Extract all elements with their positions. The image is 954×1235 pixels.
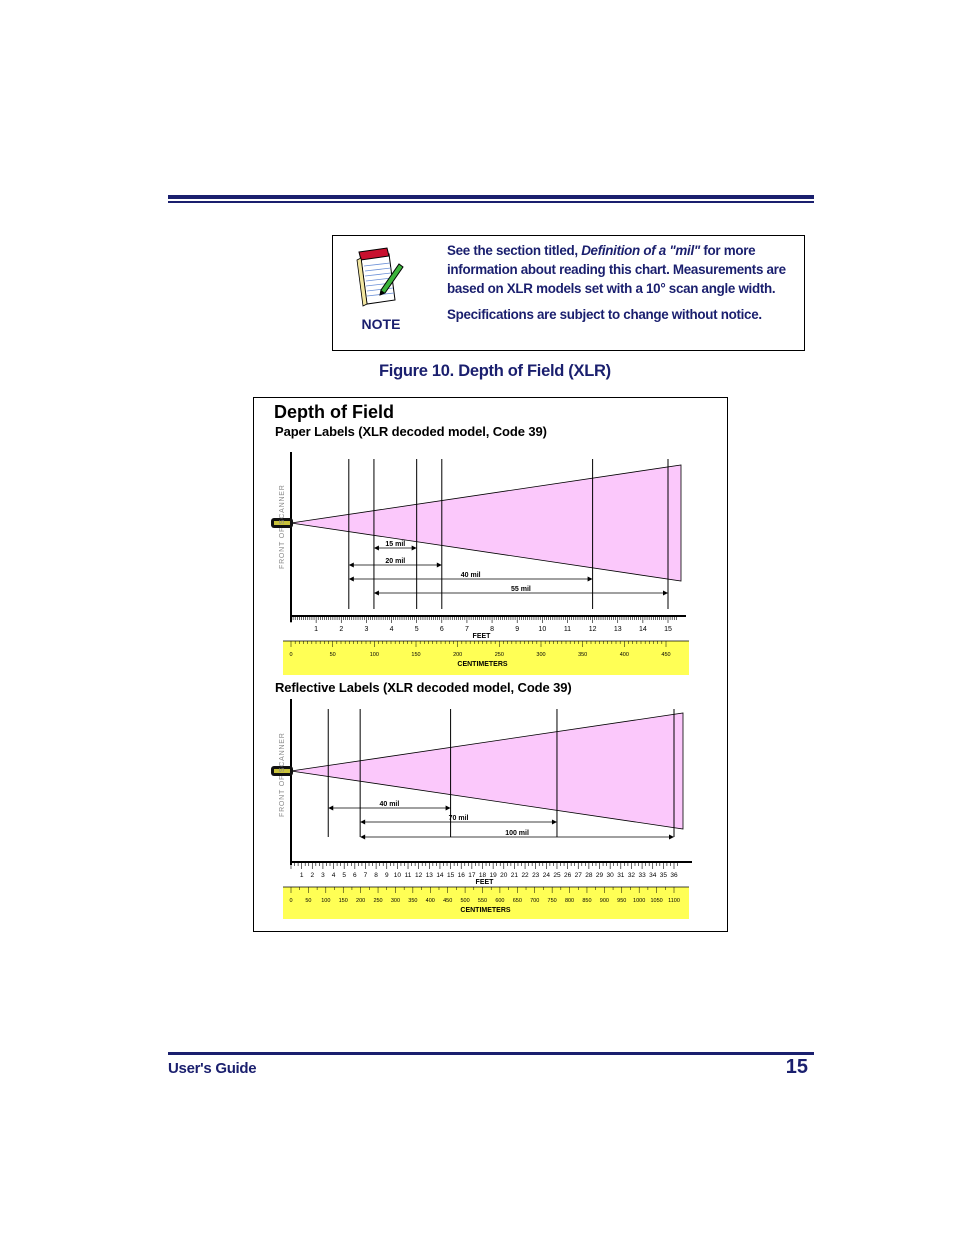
reflective-feet-tick-label: 10 <box>393 872 402 879</box>
reflective-cm-tick-label: 150 <box>338 898 348 904</box>
reflective-feet-tick-label: 19 <box>489 872 497 879</box>
paper-feet-tick-label: 1 <box>314 626 319 633</box>
paper-feet-tick-label: 5 <box>414 626 419 633</box>
figure-caption: Figure 10. Depth of Field (XLR) <box>379 362 611 380</box>
note-box <box>332 235 805 351</box>
reflective-scan-beam <box>291 713 683 829</box>
reflective-cm-tick-label: 1000 <box>633 898 646 904</box>
paper-range-label-1: 20 mil <box>385 558 406 565</box>
paper-arrowhead-right-1 <box>437 563 442 568</box>
footer-title: User's Guide <box>168 1060 257 1077</box>
reflective-cm-tick-label: 750 <box>547 898 557 904</box>
reflective-feet-tick-label: 9 <box>384 872 389 879</box>
reflective-cm-tick-label: 0 <box>289 898 293 904</box>
paper-arrowhead-right-2 <box>588 577 593 582</box>
reflective-feet-tick-label: 25 <box>553 872 561 879</box>
reflective-cm-tick-label: 650 <box>512 898 522 904</box>
chart-subtitle-reflective: Reflective Labels (XLR decoded model, Code 39) <box>275 680 572 695</box>
reflective-feet-tick-label: 3 <box>321 872 325 879</box>
reflective-feet-tick-label: 6 <box>353 872 357 879</box>
chart-subtitle-paper: Paper Labels (XLR decoded model, Code 39) <box>275 424 547 439</box>
reflective-arrowhead-left-0 <box>328 806 333 811</box>
paper-feet-tick-label: 4 <box>389 626 394 633</box>
paper-feet-tick-label: 3 <box>364 626 369 633</box>
paper-cm-tick-label: 200 <box>453 652 463 658</box>
reflective-cm-tick-label: 700 <box>530 898 540 904</box>
reflective-feet-tick-label: 16 <box>457 872 465 879</box>
note-disclaimer: Specifications are subject to change without notice. <box>447 307 762 322</box>
paper-feet-tick-label: 2 <box>339 626 344 633</box>
reflective-cm-axis-label: CENTIMETERS <box>460 907 511 914</box>
note-text-suffix: for more information about reading this chart. Measurements are based on XLR models set with a 10° scan angle width. <box>447 243 786 296</box>
reflective-feet-tick-label: 1 <box>299 872 304 879</box>
reflective-feet-tick-label: 32 <box>627 872 636 879</box>
reflective-feet-tick-label: 17 <box>468 872 476 879</box>
paper-cm-tick-label: 300 <box>536 652 546 658</box>
reflective-range-label-0: 40 mil <box>379 801 400 808</box>
header-rule-thick <box>168 195 814 199</box>
reflective-cm-tick-label: 900 <box>599 898 609 904</box>
paper-feet-tick-label: 15 <box>664 626 672 633</box>
paper-feet-tick-label: 10 <box>538 626 547 633</box>
reflective-feet-tick-label: 14 <box>436 872 444 879</box>
reflective-cm-tick-label: 50 <box>305 898 312 904</box>
reflective-cm-tick-label: 200 <box>356 898 366 904</box>
page-number: 15 <box>785 1056 808 1078</box>
reflective-feet-tick-label: 2 <box>310 872 315 879</box>
paper-feet-tick-label: 8 <box>490 626 495 633</box>
paper-range-label-0: 15 mil <box>385 541 406 548</box>
reflective-feet-axis-label: FEET <box>475 879 494 886</box>
chart-title: Depth of Field <box>274 402 394 422</box>
paper-cm-tick-label: 0 <box>289 652 293 658</box>
reflective-cm-tick-label: 500 <box>460 898 470 904</box>
paper-cm-tick-label: 400 <box>619 652 629 658</box>
paper-arrowhead-left-3 <box>374 591 379 596</box>
reflective-cm-tick-label: 600 <box>495 898 505 904</box>
reflective-arrowhead-right-1 <box>552 820 557 825</box>
reflective-feet-tick-label: 5 <box>342 872 347 879</box>
reflective-cm-tick-label: 100 <box>321 898 331 904</box>
reflective-feet-tick-label: 20 <box>500 872 508 879</box>
paper-feet-tick-label: 6 <box>439 626 444 633</box>
paper-arrowhead-right-3 <box>663 591 668 596</box>
footer-rule <box>168 1052 814 1055</box>
paper-cm-band <box>283 641 689 675</box>
reflective-feet-tick-label: 8 <box>374 872 378 879</box>
paper-cm-axis-label: CENTIMETERS <box>457 661 508 668</box>
reflective-feet-tick-label: 28 <box>585 872 593 879</box>
reflective-cm-tick-label: 300 <box>390 898 401 904</box>
reflective-cm-tick-label: 800 <box>564 898 575 904</box>
reflective-range-label-2: 100 mil <box>505 830 529 837</box>
paper-cm-tick-label: 450 <box>661 652 671 658</box>
reflective-feet-tick-label: 36 <box>670 872 678 879</box>
reflective-feet-tick-label: 27 <box>574 872 582 879</box>
paper-feet-tick-label: 7 <box>464 626 469 633</box>
note-label: NOTE <box>361 316 401 332</box>
reflective-feet-tick-label: 12 <box>415 872 423 879</box>
note-text-prefix: See the section titled, <box>447 243 582 258</box>
reflective-feet-tick-label: 11 <box>404 872 412 879</box>
reflective-feet-tick-label: 23 <box>532 872 540 879</box>
paper-cm-tick-label: 150 <box>411 652 421 658</box>
reflective-cm-tick-label: 350 <box>408 898 418 904</box>
paper-feet-tick-label: 14 <box>638 626 647 633</box>
reflective-feet-tick-label: 33 <box>638 872 646 879</box>
paper-scan-beam <box>291 465 681 581</box>
paper-cm-tick-label: 100 <box>369 652 379 658</box>
note-reference[interactable]: Definition of a "mil" <box>581 243 700 258</box>
reflective-feet-tick-label: 24 <box>542 872 550 879</box>
reflective-feet-tick-label: 7 <box>363 872 368 879</box>
reflective-feet-tick-label: 21 <box>510 872 519 879</box>
depth-of-field-chart <box>253 397 728 932</box>
reflective-feet-tick-label: 13 <box>425 872 433 879</box>
paper-feet-tick-label: 9 <box>515 626 520 633</box>
note-text <box>447 241 787 324</box>
paper-front-of-scanner-label: FRONT OF SCANNER <box>279 484 286 569</box>
reflective-cm-tick-label: 550 <box>477 898 488 904</box>
paper-feet-tick-label: 11 <box>563 626 572 633</box>
reflective-feet-tick-label: 4 <box>331 872 336 879</box>
paper-feet-axis-label: FEET <box>472 633 491 640</box>
reflective-arrowhead-right-0 <box>446 806 451 811</box>
paper-arrowhead-left-1 <box>349 563 354 568</box>
reflective-cm-tick-label: 850 <box>582 898 592 904</box>
paper-feet-tick-label: 12 <box>588 626 597 633</box>
paper-arrowhead-right-0 <box>412 546 417 551</box>
reflective-cm-tick-label: 950 <box>617 898 627 904</box>
paper-cm-tick-label: 50 <box>329 652 336 658</box>
reflective-range-label-1: 70 mil <box>448 815 469 822</box>
reflective-arrowhead-right-2 <box>669 835 674 840</box>
reflective-cm-tick-label: 250 <box>373 898 383 904</box>
reflective-feet-tick-label: 22 <box>521 872 529 879</box>
reflective-feet-tick-label: 35 <box>659 872 667 879</box>
reflective-cm-tick-label: 1100 <box>668 898 680 904</box>
paper-arrowhead-left-0 <box>374 546 379 551</box>
reflective-arrowhead-left-2 <box>360 835 365 840</box>
reflective-feet-tick-label: 29 <box>595 872 604 879</box>
reflective-feet-tick-label: 18 <box>478 872 487 879</box>
paper-feet-tick-label: 13 <box>613 626 622 633</box>
reflective-arrowhead-left-1 <box>360 820 365 825</box>
reflective-feet-tick-label: 31 <box>617 872 625 879</box>
reflective-feet-tick-label: 30 <box>606 872 614 879</box>
paper-range-label-3: 55 mil <box>511 586 531 593</box>
paper-cm-tick-label: 250 <box>494 652 504 658</box>
reflective-feet-tick-label: 34 <box>649 872 657 879</box>
paper-arrowhead-left-2 <box>349 577 354 582</box>
reflective-feet-tick-label: 15 <box>446 872 455 879</box>
reflective-front-of-scanner-label: FRONT OF SCANNER <box>279 732 286 817</box>
header-rule-thin <box>168 201 814 203</box>
reflective-cm-tick-label: 400 <box>425 898 435 904</box>
paper-range-label-2: 40 mil <box>460 572 481 579</box>
paper-cm-tick-label: 350 <box>578 652 588 658</box>
reflective-cm-tick-label: 1050 <box>650 898 663 904</box>
reflective-cm-tick-label: 450 <box>443 898 453 904</box>
reflective-feet-tick-label: 26 <box>563 872 572 879</box>
notepad-icon <box>355 246 405 308</box>
